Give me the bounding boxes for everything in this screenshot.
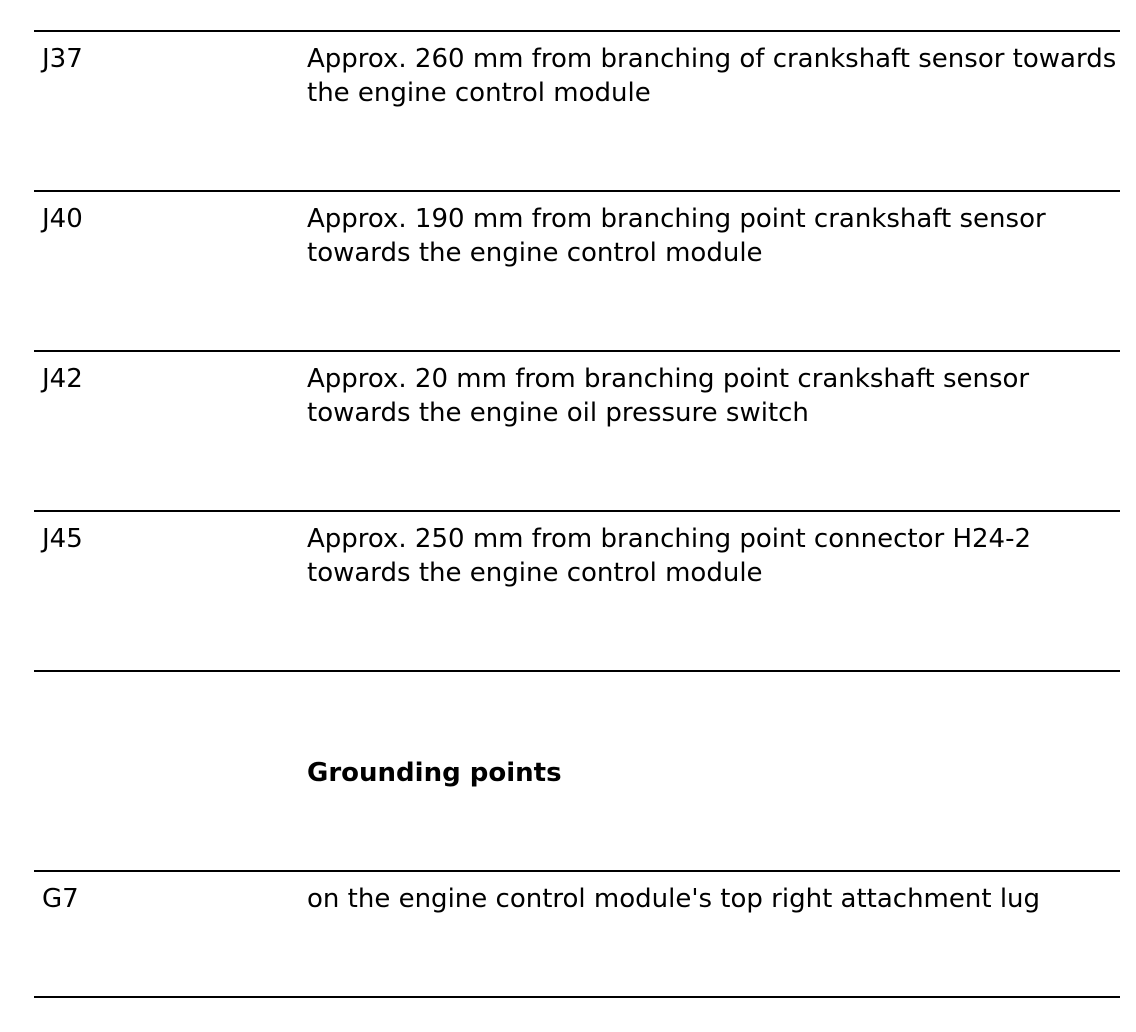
table-divider bbox=[34, 190, 1120, 192]
ground-description: on the engine control module's top right attachment lug bbox=[307, 884, 1041, 914]
ground-code: G7 bbox=[42, 884, 79, 914]
table-divider bbox=[34, 350, 1120, 352]
table-divider bbox=[34, 510, 1120, 512]
splice-description: Approx. 190 mm from branching point crankshaft sensor towards the engine control module bbox=[307, 204, 1046, 268]
grounding-points-heading: Grounding points bbox=[307, 758, 562, 788]
splice-description: Approx. 250 mm from branching point connector H24-2 towards the engine control module bbox=[307, 524, 1032, 588]
splice-code: J37 bbox=[42, 44, 83, 74]
splice-code: J45 bbox=[42, 524, 83, 554]
splice-description: Approx. 260 mm from branching of crankshaft sensor towards the engine control module bbox=[307, 44, 1117, 108]
splice-description: Approx. 20 mm from branching point crankshaft sensor towards the engine oil pressure switch bbox=[307, 364, 1030, 428]
table-divider bbox=[34, 670, 1120, 672]
table-divider bbox=[34, 996, 1120, 998]
table-divider bbox=[34, 870, 1120, 872]
table-divider bbox=[34, 30, 1120, 32]
splice-code: J40 bbox=[42, 204, 83, 234]
splice-code: J42 bbox=[42, 364, 83, 394]
